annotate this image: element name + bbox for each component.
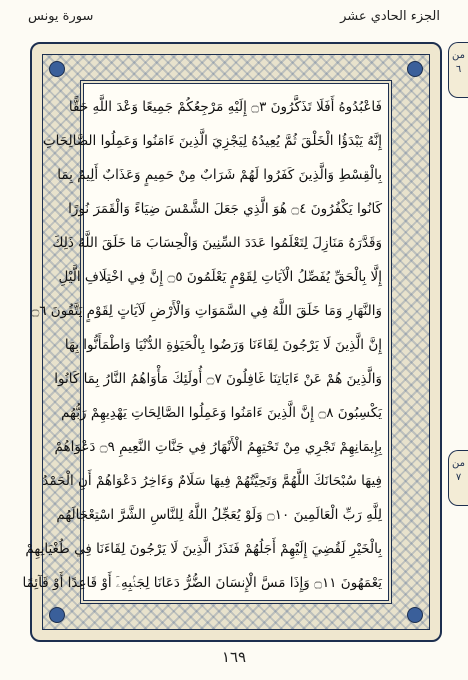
corner-ornament-icon [407, 607, 423, 623]
verse-line: بِالْخَيْرِ لَقُضِيَ إِلَيْهِمْ أَجَلُهُمْ فَنَذَرُ الَّذِينَ لَا يَرْجُونَ لِقَاءَنَا فِي طُغْيَانِهِمْ [25, 541, 382, 557]
verse-line: وَالنَّهَارِ وَمَا خَلَقَ اللَّهُ فِي السَّمَوَاتِ وَالْأَرْضِ لَآيَاتٍ لِقَوْمٍ يَتَّقُونَ ۝٦ [31, 303, 382, 319]
page-number: ١٦٩ [221, 648, 247, 666]
corner-ornament-icon [407, 61, 423, 77]
verse-line: كَانُوا يَكْفُرُونَ ۝٤ هُوَ الَّذِي جَعَلَ الشَّمْسَ ضِيَاءً وَالْقَمَرَ نُورًا [68, 201, 382, 217]
hizb-marker: من ٧ [448, 450, 468, 506]
corner-ornament-icon [49, 61, 65, 77]
page-header [0, 0, 468, 40]
frame-pattern [22, 54, 430, 630]
verse-line: وَقَدَّرَهُ مَنَازِلَ لِتَعْلَمُوا عَدَدَ السِّنِينَ وَالْحِسَابَ مَا خَلَقَ اللَّهُ ذَلِكَ [52, 235, 382, 251]
verse-text-area [22, 83, 389, 601]
verse-line: إِلَّا بِالْحَقِّ يُفَصِّلُ الْآيَاتِ لِقَوْمٍ يَعْلَمُونَ ۝٥ إِنَّ فِي اخْتِلَافِ الَّيْلِ [58, 269, 382, 285]
verse-line: لِلَّهِ رَبِّ الْعَالَمِينَ ۝١٠ وَلَوْ يُعَجِّلُ اللَّهُ لِلنَّاسِ الشَّرَّ اسْتِعْجَالَهُم [56, 507, 382, 523]
verse-line: بِالْقِسْطِ وَالَّذِينَ كَفَرُوا لَهُمْ شَرَابٌ مِنْ حَمِيمٍ وَعَذَابٌ أَلِيمٌ بِمَا [57, 167, 382, 183]
verse-line: يَعْمَهُونَ ۝١١ وَإِذَا مَسَّ الْإِنسَانَ الضُّرُّ دَعَانَا لِجَنۢبِهِۦٓ أَوْ قَاعِدًا أَوْ قَآئِمًا [22, 575, 382, 591]
hizb-marker: من ٦ [448, 42, 468, 98]
verse-line: إِنَّ الَّذِينَ لَا يَرْجُونَ لِقَاءَنَا وَرَضُوا بِالْحَيَوٰةِ الدُّنْيَا وَاطْمَأَنُّوا بِهَا [64, 337, 382, 353]
verse-lines [22, 90, 382, 594]
verse-line: بِإِيمَانِهِمْ تَجْرِي مِنْ تَحْتِهِمُ الْأَنْهَارُ فِي جَنَّاتِ النَّعِيمِ ۝٩ دَعْوَاهُمْ [54, 439, 382, 455]
juz-name: الجزء الحادي عشر [340, 9, 440, 24]
verse-line: فَاعْبُدُوهُ أَفَلَا تَذَكَّرُونَ ۝٣ إِلَيْهِ مَرْجِعُكُمْ جَمِيعًا وَعْدَ اللَّهِ حَقًّا [68, 99, 382, 115]
verse-line: وَالَّذِينَ هُمْ عَنْ ءَايَاتِنَا غَافِلُونَ ۝٧ أُولَئِكَ مَأْوَاهُمُ النَّارُ بِمَا كَانُوا [54, 371, 382, 387]
ornamental-frame [22, 42, 442, 642]
verse-line: إِنَّهُ يَبْدَؤُا الْخَلْقَ ثُمَّ يُعِيدُهُ لِيَجْزِيَ الَّذِينَ ءَامَنُوا وَعَمِلُوا الصَّالِحَاتِ [42, 133, 382, 149]
surah-name: سورة يونس [28, 9, 94, 24]
verse-line: يَكْسِبُونَ ۝٨ إِنَّ الَّذِينَ ءَامَنُوا وَعَمِلُوا الصَّالِحَاتِ يَهْدِيهِمْ رَبُّهُم [61, 405, 382, 421]
corner-ornament-icon [49, 607, 65, 623]
verse-line: فِيهَا سُبْحَانَكَ اللَّهُمَّ وَتَحِيَّتُهُمْ فِيهَا سَلَامٌ وَءَاخِرُ دَعْوَاهُمْ أَنِ الْحَمْدُ [42, 473, 382, 489]
